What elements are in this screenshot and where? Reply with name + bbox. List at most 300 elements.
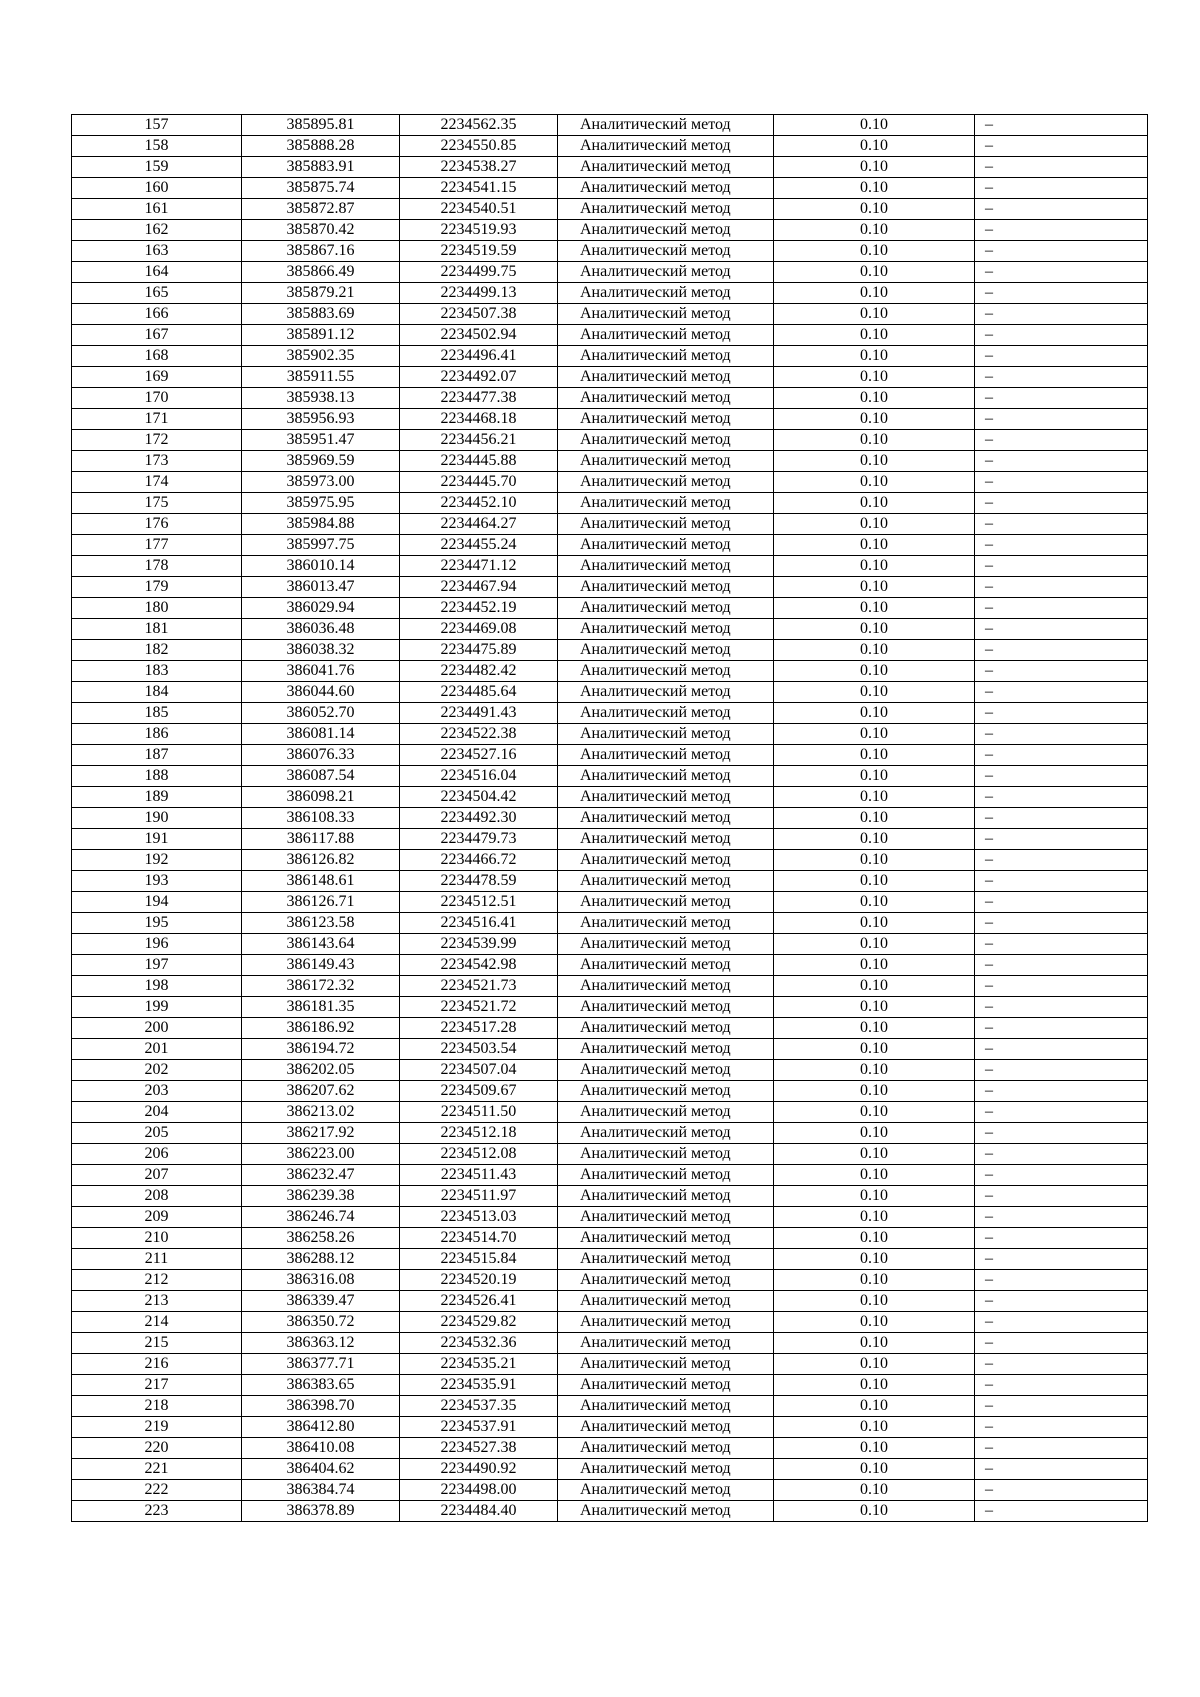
y-coordinate-cell: 2234478.59 <box>400 871 558 892</box>
point-number-cell: 158 <box>72 136 242 157</box>
x-coordinate-cell: 385951.47 <box>242 430 400 451</box>
accuracy-cell: 0.10 <box>774 388 975 409</box>
table-row <box>72 640 1148 661</box>
point-number-cell: 205 <box>72 1123 242 1144</box>
accuracy-cell: 0.10 <box>774 262 975 283</box>
method-cell: Аналитический метод <box>558 115 774 136</box>
note-cell: – <box>975 1081 1148 1102</box>
y-coordinate-cell: 2234490.92 <box>400 1459 558 1480</box>
x-coordinate-cell: 386126.82 <box>242 850 400 871</box>
accuracy-cell: 0.10 <box>774 1459 975 1480</box>
y-coordinate-cell: 2234511.43 <box>400 1165 558 1186</box>
point-number-cell: 212 <box>72 1270 242 1291</box>
y-coordinate-cell: 2234526.41 <box>400 1291 558 1312</box>
note-cell: – <box>975 661 1148 682</box>
note-cell: – <box>975 472 1148 493</box>
accuracy-cell: 0.10 <box>774 367 975 388</box>
y-coordinate-cell: 2234512.51 <box>400 892 558 913</box>
point-number-cell: 187 <box>72 745 242 766</box>
accuracy-cell: 0.10 <box>774 346 975 367</box>
x-coordinate-cell: 386186.92 <box>242 1018 400 1039</box>
method-cell: Аналитический метод <box>558 955 774 976</box>
method-cell: Аналитический метод <box>558 808 774 829</box>
table-row <box>72 409 1148 430</box>
x-coordinate-cell: 386232.47 <box>242 1165 400 1186</box>
x-coordinate-cell: 386010.14 <box>242 556 400 577</box>
x-coordinate-cell: 386098.21 <box>242 787 400 808</box>
accuracy-cell: 0.10 <box>774 619 975 640</box>
x-coordinate-cell: 386013.47 <box>242 577 400 598</box>
note-cell: – <box>975 724 1148 745</box>
accuracy-cell: 0.10 <box>774 1249 975 1270</box>
note-cell: – <box>975 535 1148 556</box>
note-cell: – <box>975 157 1148 178</box>
table-row <box>72 493 1148 514</box>
point-number-cell: 209 <box>72 1207 242 1228</box>
point-number-cell: 179 <box>72 577 242 598</box>
note-cell: – <box>975 1438 1148 1459</box>
table-row <box>72 388 1148 409</box>
method-cell: Аналитический метод <box>558 724 774 745</box>
table-row <box>72 976 1148 997</box>
accuracy-cell: 0.10 <box>774 1396 975 1417</box>
x-coordinate-cell: 385891.12 <box>242 325 400 346</box>
point-number-cell: 189 <box>72 787 242 808</box>
accuracy-cell: 0.10 <box>774 577 975 598</box>
table-row <box>72 346 1148 367</box>
table-row <box>72 997 1148 1018</box>
x-coordinate-cell: 386038.32 <box>242 640 400 661</box>
x-coordinate-cell: 385872.87 <box>242 199 400 220</box>
point-number-cell: 210 <box>72 1228 242 1249</box>
note-cell: – <box>975 1480 1148 1501</box>
y-coordinate-cell: 2234537.91 <box>400 1417 558 1438</box>
accuracy-cell: 0.10 <box>774 220 975 241</box>
table-row <box>72 1312 1148 1333</box>
note-cell: – <box>975 1375 1148 1396</box>
x-coordinate-cell: 385902.35 <box>242 346 400 367</box>
method-cell: Аналитический метод <box>558 1396 774 1417</box>
accuracy-cell: 0.10 <box>774 241 975 262</box>
method-cell: Аналитический метод <box>558 703 774 724</box>
note-cell: – <box>975 514 1148 535</box>
table-row <box>72 1018 1148 1039</box>
table-row <box>72 661 1148 682</box>
y-coordinate-cell: 2234475.89 <box>400 640 558 661</box>
method-cell: Аналитический метод <box>558 577 774 598</box>
point-number-cell: 172 <box>72 430 242 451</box>
y-coordinate-cell: 2234527.16 <box>400 745 558 766</box>
point-number-cell: 182 <box>72 640 242 661</box>
note-cell: – <box>975 1144 1148 1165</box>
note-cell: – <box>975 997 1148 1018</box>
x-coordinate-cell: 386041.76 <box>242 661 400 682</box>
table-row <box>72 892 1148 913</box>
point-number-cell: 215 <box>72 1333 242 1354</box>
note-cell: – <box>975 1228 1148 1249</box>
point-number-cell: 197 <box>72 955 242 976</box>
method-cell: Аналитический метод <box>558 682 774 703</box>
method-cell: Аналитический метод <box>558 220 774 241</box>
x-coordinate-cell: 385973.00 <box>242 472 400 493</box>
point-number-cell: 180 <box>72 598 242 619</box>
table-row <box>72 262 1148 283</box>
point-number-cell: 177 <box>72 535 242 556</box>
table-row <box>72 556 1148 577</box>
accuracy-cell: 0.10 <box>774 1081 975 1102</box>
point-number-cell: 204 <box>72 1102 242 1123</box>
point-number-cell: 207 <box>72 1165 242 1186</box>
x-coordinate-cell: 385938.13 <box>242 388 400 409</box>
note-cell: – <box>975 388 1148 409</box>
point-number-cell: 223 <box>72 1501 242 1522</box>
method-cell: Аналитический метод <box>558 934 774 955</box>
method-cell: Аналитический метод <box>558 1270 774 1291</box>
method-cell: Аналитический метод <box>558 1165 774 1186</box>
table-row <box>72 766 1148 787</box>
note-cell: – <box>975 556 1148 577</box>
note-cell: – <box>975 1102 1148 1123</box>
note-cell: – <box>975 367 1148 388</box>
accuracy-cell: 0.10 <box>774 682 975 703</box>
accuracy-cell: 0.10 <box>774 1060 975 1081</box>
y-coordinate-cell: 2234498.00 <box>400 1480 558 1501</box>
note-cell: – <box>975 1060 1148 1081</box>
accuracy-cell: 0.10 <box>774 997 975 1018</box>
y-coordinate-cell: 2234452.19 <box>400 598 558 619</box>
x-coordinate-cell: 385875.74 <box>242 178 400 199</box>
table-row <box>72 1186 1148 1207</box>
x-coordinate-cell: 386123.58 <box>242 913 400 934</box>
point-number-cell: 186 <box>72 724 242 745</box>
accuracy-cell: 0.10 <box>774 199 975 220</box>
x-coordinate-cell: 386149.43 <box>242 955 400 976</box>
accuracy-cell: 0.10 <box>774 1039 975 1060</box>
x-coordinate-cell: 386239.38 <box>242 1186 400 1207</box>
y-coordinate-cell: 2234507.38 <box>400 304 558 325</box>
table-row <box>72 199 1148 220</box>
y-coordinate-cell: 2234537.35 <box>400 1396 558 1417</box>
point-number-cell: 222 <box>72 1480 242 1501</box>
note-cell: – <box>975 682 1148 703</box>
y-coordinate-cell: 2234468.18 <box>400 409 558 430</box>
table-row <box>72 514 1148 535</box>
y-coordinate-cell: 2234522.38 <box>400 724 558 745</box>
table-row <box>72 430 1148 451</box>
method-cell: Аналитический метод <box>558 430 774 451</box>
point-number-cell: 166 <box>72 304 242 325</box>
note-cell: – <box>975 913 1148 934</box>
note-cell: – <box>975 619 1148 640</box>
accuracy-cell: 0.10 <box>774 1270 975 1291</box>
method-cell: Аналитический метод <box>558 1123 774 1144</box>
accuracy-cell: 0.10 <box>774 955 975 976</box>
method-cell: Аналитический метод <box>558 787 774 808</box>
x-coordinate-cell: 386202.05 <box>242 1060 400 1081</box>
note-cell: – <box>975 1018 1148 1039</box>
note-cell: – <box>975 1417 1148 1438</box>
y-coordinate-cell: 2234492.07 <box>400 367 558 388</box>
table-row <box>72 1228 1148 1249</box>
point-number-cell: 163 <box>72 241 242 262</box>
accuracy-cell: 0.10 <box>774 472 975 493</box>
table-row <box>72 1123 1148 1144</box>
accuracy-cell: 0.10 <box>774 136 975 157</box>
y-coordinate-cell: 2234516.41 <box>400 913 558 934</box>
method-cell: Аналитический метод <box>558 241 774 262</box>
y-coordinate-cell: 2234519.93 <box>400 220 558 241</box>
x-coordinate-cell: 385956.93 <box>242 409 400 430</box>
note-cell: – <box>975 1501 1148 1522</box>
point-number-cell: 160 <box>72 178 242 199</box>
x-coordinate-cell: 385867.16 <box>242 241 400 262</box>
y-coordinate-cell: 2234504.42 <box>400 787 558 808</box>
method-cell: Аналитический метод <box>558 178 774 199</box>
x-coordinate-cell: 386339.47 <box>242 1291 400 1312</box>
y-coordinate-cell: 2234502.94 <box>400 325 558 346</box>
x-coordinate-cell: 386087.54 <box>242 766 400 787</box>
point-number-cell: 178 <box>72 556 242 577</box>
point-number-cell: 194 <box>72 892 242 913</box>
method-cell: Аналитический метод <box>558 871 774 892</box>
table-row <box>72 1270 1148 1291</box>
point-number-cell: 190 <box>72 808 242 829</box>
note-cell: – <box>975 1312 1148 1333</box>
table-row <box>72 1039 1148 1060</box>
point-number-cell: 195 <box>72 913 242 934</box>
accuracy-cell: 0.10 <box>774 766 975 787</box>
table-row <box>72 136 1148 157</box>
table-row <box>72 283 1148 304</box>
method-cell: Аналитический метод <box>558 346 774 367</box>
point-number-cell: 216 <box>72 1354 242 1375</box>
y-coordinate-cell: 2234467.94 <box>400 577 558 598</box>
note-cell: – <box>975 1354 1148 1375</box>
method-cell: Аналитический метод <box>558 1249 774 1270</box>
point-number-cell: 171 <box>72 409 242 430</box>
note-cell: – <box>975 1207 1148 1228</box>
table-row <box>72 808 1148 829</box>
method-cell: Аналитический метод <box>558 1459 774 1480</box>
accuracy-cell: 0.10 <box>774 1501 975 1522</box>
note-cell: – <box>975 325 1148 346</box>
point-number-cell: 181 <box>72 619 242 640</box>
method-cell: Аналитический метод <box>558 535 774 556</box>
x-coordinate-cell: 385895.81 <box>242 115 400 136</box>
table-row <box>72 535 1148 556</box>
method-cell: Аналитический метод <box>558 1039 774 1060</box>
table-row <box>72 1144 1148 1165</box>
y-coordinate-cell: 2234499.75 <box>400 262 558 283</box>
x-coordinate-cell: 385888.28 <box>242 136 400 157</box>
x-coordinate-cell: 386316.08 <box>242 1270 400 1291</box>
point-number-cell: 198 <box>72 976 242 997</box>
method-cell: Аналитический метод <box>558 745 774 766</box>
y-coordinate-cell: 2234511.97 <box>400 1186 558 1207</box>
y-coordinate-cell: 2234539.99 <box>400 934 558 955</box>
y-coordinate-cell: 2234512.08 <box>400 1144 558 1165</box>
coordinates-table-body <box>72 115 1148 1522</box>
method-cell: Аналитический метод <box>558 304 774 325</box>
note-cell: – <box>975 892 1148 913</box>
method-cell: Аналитический метод <box>558 514 774 535</box>
y-coordinate-cell: 2234471.12 <box>400 556 558 577</box>
y-coordinate-cell: 2234485.64 <box>400 682 558 703</box>
accuracy-cell: 0.10 <box>774 1480 975 1501</box>
accuracy-cell: 0.10 <box>774 661 975 682</box>
point-number-cell: 185 <box>72 703 242 724</box>
y-coordinate-cell: 2234529.82 <box>400 1312 558 1333</box>
method-cell: Аналитический метод <box>558 766 774 787</box>
note-cell: – <box>975 871 1148 892</box>
y-coordinate-cell: 2234445.70 <box>400 472 558 493</box>
note-cell: – <box>975 1165 1148 1186</box>
accuracy-cell: 0.10 <box>774 514 975 535</box>
note-cell: – <box>975 1291 1148 1312</box>
table-row <box>72 1501 1148 1522</box>
table-row <box>72 682 1148 703</box>
table-row <box>72 1081 1148 1102</box>
point-number-cell: 167 <box>72 325 242 346</box>
accuracy-cell: 0.10 <box>774 1438 975 1459</box>
accuracy-cell: 0.10 <box>774 598 975 619</box>
note-cell: – <box>975 262 1148 283</box>
y-coordinate-cell: 2234484.40 <box>400 1501 558 1522</box>
y-coordinate-cell: 2234509.67 <box>400 1081 558 1102</box>
method-cell: Аналитический метод <box>558 1375 774 1396</box>
y-coordinate-cell: 2234511.50 <box>400 1102 558 1123</box>
point-number-cell: 196 <box>72 934 242 955</box>
method-cell: Аналитический метод <box>558 976 774 997</box>
note-cell: – <box>975 640 1148 661</box>
y-coordinate-cell: 2234535.91 <box>400 1375 558 1396</box>
accuracy-cell: 0.10 <box>774 850 975 871</box>
x-coordinate-cell: 385866.49 <box>242 262 400 283</box>
method-cell: Аналитический метод <box>558 1417 774 1438</box>
table-row <box>72 1438 1148 1459</box>
table-row <box>72 1165 1148 1186</box>
accuracy-cell: 0.10 <box>774 934 975 955</box>
accuracy-cell: 0.10 <box>774 115 975 136</box>
method-cell: Аналитический метод <box>558 157 774 178</box>
note-cell: – <box>975 199 1148 220</box>
table-row <box>72 241 1148 262</box>
note-cell: – <box>975 409 1148 430</box>
table-row <box>72 787 1148 808</box>
y-coordinate-cell: 2234491.43 <box>400 703 558 724</box>
table-row <box>72 1417 1148 1438</box>
method-cell: Аналитический метод <box>558 661 774 682</box>
coordinates-table <box>71 114 1148 1522</box>
y-coordinate-cell: 2234540.51 <box>400 199 558 220</box>
note-cell: – <box>975 1249 1148 1270</box>
x-coordinate-cell: 386288.12 <box>242 1249 400 1270</box>
accuracy-cell: 0.10 <box>774 451 975 472</box>
table-row <box>72 325 1148 346</box>
accuracy-cell: 0.10 <box>774 1165 975 1186</box>
table-row <box>72 598 1148 619</box>
table-row <box>72 1459 1148 1480</box>
point-number-cell: 162 <box>72 220 242 241</box>
accuracy-cell: 0.10 <box>774 1102 975 1123</box>
point-number-cell: 199 <box>72 997 242 1018</box>
note-cell: – <box>975 346 1148 367</box>
x-coordinate-cell: 386181.35 <box>242 997 400 1018</box>
note-cell: – <box>975 1186 1148 1207</box>
accuracy-cell: 0.10 <box>774 283 975 304</box>
accuracy-cell: 0.10 <box>774 1291 975 1312</box>
accuracy-cell: 0.10 <box>774 1417 975 1438</box>
accuracy-cell: 0.10 <box>774 1354 975 1375</box>
y-coordinate-cell: 2234464.27 <box>400 514 558 535</box>
note-cell: – <box>975 115 1148 136</box>
point-number-cell: 202 <box>72 1060 242 1081</box>
table-row <box>72 745 1148 766</box>
x-coordinate-cell: 386117.88 <box>242 829 400 850</box>
accuracy-cell: 0.10 <box>774 1018 975 1039</box>
x-coordinate-cell: 385975.95 <box>242 493 400 514</box>
table-row <box>72 1354 1148 1375</box>
table-row <box>72 178 1148 199</box>
note-cell: – <box>975 178 1148 199</box>
x-coordinate-cell: 386258.26 <box>242 1228 400 1249</box>
note-cell: – <box>975 1270 1148 1291</box>
x-coordinate-cell: 386398.70 <box>242 1396 400 1417</box>
method-cell: Аналитический метод <box>558 598 774 619</box>
accuracy-cell: 0.10 <box>774 640 975 661</box>
point-number-cell: 175 <box>72 493 242 514</box>
method-cell: Аналитический метод <box>558 640 774 661</box>
y-coordinate-cell: 2234535.21 <box>400 1354 558 1375</box>
table-row <box>72 913 1148 934</box>
table-row <box>72 1375 1148 1396</box>
y-coordinate-cell: 2234477.38 <box>400 388 558 409</box>
accuracy-cell: 0.10 <box>774 1228 975 1249</box>
table-row <box>72 1207 1148 1228</box>
table-row <box>72 619 1148 640</box>
x-coordinate-cell: 386029.94 <box>242 598 400 619</box>
y-coordinate-cell: 2234516.04 <box>400 766 558 787</box>
x-coordinate-cell: 386172.32 <box>242 976 400 997</box>
x-coordinate-cell: 386076.33 <box>242 745 400 766</box>
accuracy-cell: 0.10 <box>774 493 975 514</box>
method-cell: Аналитический метод <box>558 1291 774 1312</box>
accuracy-cell: 0.10 <box>774 1207 975 1228</box>
accuracy-cell: 0.10 <box>774 808 975 829</box>
method-cell: Аналитический метод <box>558 1333 774 1354</box>
method-cell: Аналитический метод <box>558 1480 774 1501</box>
accuracy-cell: 0.10 <box>774 556 975 577</box>
note-cell: – <box>975 577 1148 598</box>
point-number-cell: 211 <box>72 1249 242 1270</box>
note-cell: – <box>975 745 1148 766</box>
y-coordinate-cell: 2234456.21 <box>400 430 558 451</box>
method-cell: Аналитический метод <box>558 1312 774 1333</box>
table-row <box>72 871 1148 892</box>
table-row <box>72 829 1148 850</box>
x-coordinate-cell: 386213.02 <box>242 1102 400 1123</box>
note-cell: – <box>975 1333 1148 1354</box>
table-row <box>72 367 1148 388</box>
table-row <box>72 1291 1148 1312</box>
accuracy-cell: 0.10 <box>774 535 975 556</box>
y-coordinate-cell: 2234499.13 <box>400 283 558 304</box>
y-coordinate-cell: 2234496.41 <box>400 346 558 367</box>
note-cell: – <box>975 241 1148 262</box>
method-cell: Аналитический метод <box>558 997 774 1018</box>
x-coordinate-cell: 385997.75 <box>242 535 400 556</box>
point-number-cell: 165 <box>72 283 242 304</box>
